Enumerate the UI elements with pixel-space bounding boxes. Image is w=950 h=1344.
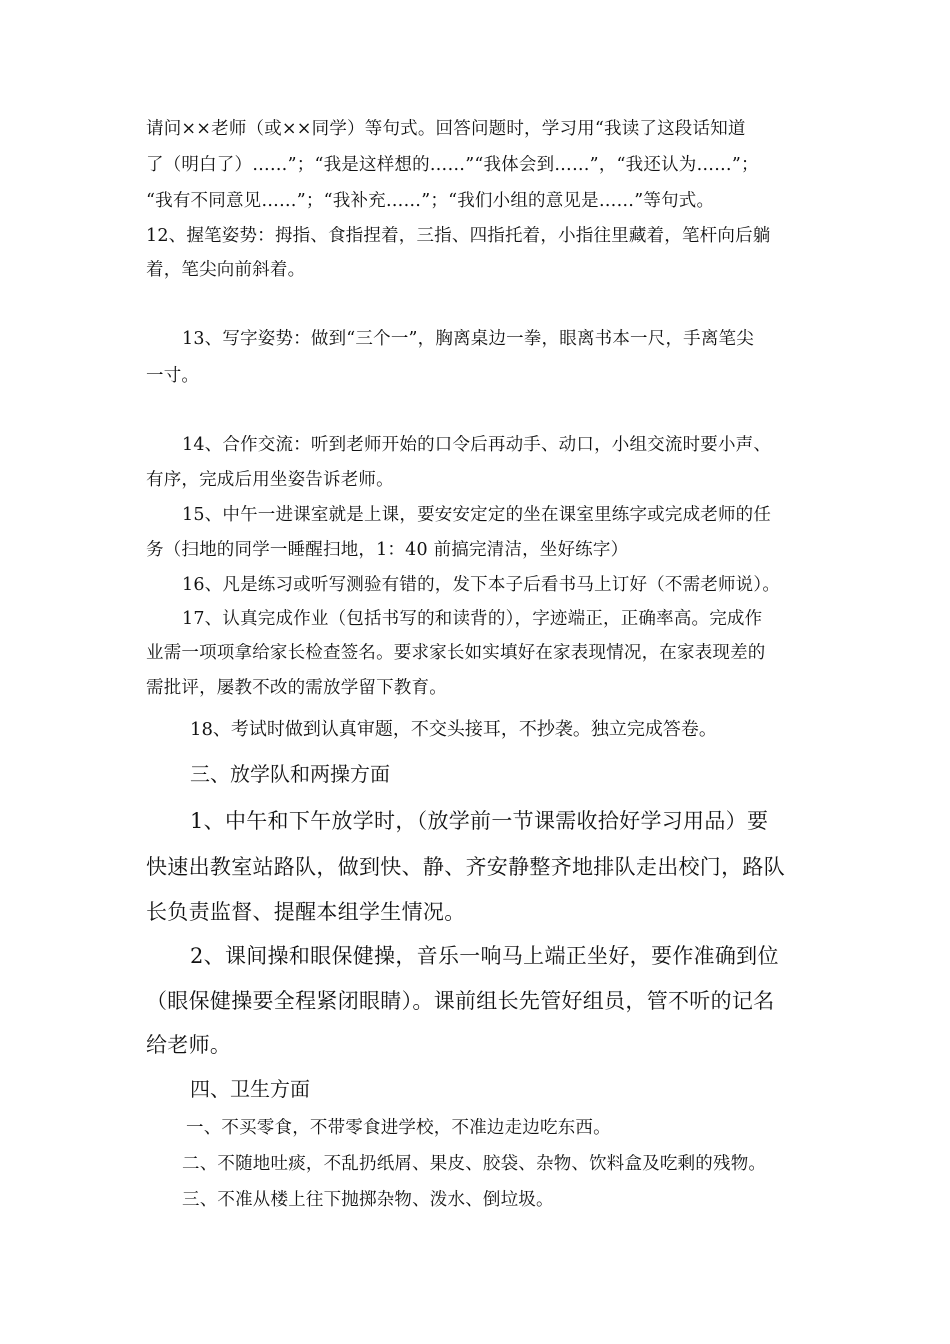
text-line: 有序，完成后用坐姿告诉老师。 (146, 470, 394, 490)
text-line: （眼保健操要全程紧闭眼睛）。课前组长先管好组员，管不听的记名 (146, 989, 775, 1013)
section-heading: 四、卫生方面 (190, 1077, 310, 1101)
text-line: 18、考试时做到认真审题，不交头接耳，不抄袭。独立完成答卷。 (190, 719, 717, 740)
text-line: 一寸。 (146, 366, 200, 386)
text-line: 16、凡是练习或听写测验有错的，发下本子后看书马上订好（不需老师说）。 (182, 575, 781, 595)
text-line: 二、不随地吐痰，不乱扔纸屑、果皮、胶袋、杂物、饮料盒及吃剩的残物。 (182, 1154, 767, 1174)
text-line: “我有不同意见……”；“我补充……”；“我们小组的意见是……”等句式。 (146, 191, 715, 211)
text-line: 着，笔尖向前斜着。 (146, 260, 306, 280)
text-line: 13、写字姿势：做到“三个一”，胸离桌边一拳，眼离书本一尺，手离笔尖 (182, 329, 754, 349)
section-heading: 三、放学队和两操方面 (190, 762, 390, 786)
text-line: 了（明白了）……”；“我是这样想的……”“我体会到……”，“我还认为……”； (146, 155, 759, 175)
text-line: 业需一项项拿给家长检查签名。要求家长如实填好在家表现情况，在家表现差的 (146, 643, 766, 663)
text-line: 1、中午和下午放学时，（放学前一节课需收拾好学习用品）要 (190, 809, 769, 833)
text-line: 一、不买零食，不带零食进学校，不准边走边吃东西。 (186, 1118, 611, 1138)
text-line: 务（扫地的同学一睡醒扫地，1：40 前搞完清洁，坐好练字） (146, 540, 629, 560)
text-line: 需批评，屡教不改的需放学留下教育。 (146, 678, 447, 698)
text-line: 12、握笔姿势：拇指、食指捏着，三指、四指托着，小指往里藏着，笔杆向后躺 (146, 226, 771, 246)
text-line: 长负责监督、提醒本组学生情况。 (146, 900, 466, 924)
text-line: 14、合作交流：听到老师开始的口令后再动手、动口，小组交流时要小声、 (182, 435, 772, 455)
text-line: 请问××老师（或××同学）等句式。回答问题时，学习用“我读了这段话知道 (146, 119, 746, 139)
text-line: 给老师。 (146, 1033, 232, 1057)
text-line: 17、认真完成作业（包括书写的和读背的），字迹端正，正确率高。完成作 (182, 609, 763, 629)
text-line: 15、中午一进课室就是上课，要安安定定的坐在课室里练字或完成老师的任 (182, 505, 772, 525)
text-line: 快速出教室站路队，做到快、静、齐安静整齐地排队走出校门，路队 (146, 855, 785, 879)
text-line: 三、不准从楼上往下抛掷杂物、泼水、倒垃圾。 (182, 1190, 554, 1210)
text-line: 2、课间操和眼保健操，音乐一响马上端正坐好，要作准确到位 (190, 944, 779, 968)
